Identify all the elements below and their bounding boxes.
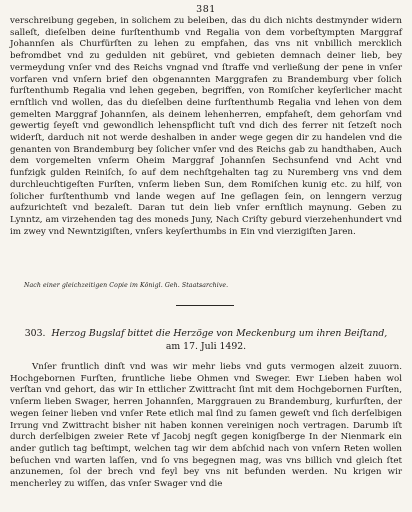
document-302-body: verschreibung gegeben, in solichem zu beleiben, das du dich nichts destmynder widern salleſt, dieſelben deine furſtenthumb vnd Regalia von dem vorbeſtympten Marggraf Johannſen als Churfürſten zu lehen zu empfahen, das vns nit vnbillich mercklich befromdbet vnd zu gedulden nit gebüret, vnd gebieten demnach deiner lieb, bey vermeydung vnſer vnd des Reichs vngnad vnd ſtraffe vnd verließung der pene in vnſer vorfaren vnd vnſern brief den obgenannten Marggrafen zu Brandemburg vber ſolich furſtenthumb Regalia vnd lehen gegeben, begriffen, von Romiſcher keyſerlicher macht ernſtlich vnd wollen, das du dieſelben deine furſtenthumb Regalia vnd lehen von dem gemelten Marggraf Johannſen, als deinem lehenherren, empfaheſt, dem gehorſam vnd gewertig ſeyeſt vnd gewondlich lehenspflicht tuſt vnd dich des ferrer nit ſetzeſt noch widerſt, darduch nit not werde deshalben in ander wege gegen dir zu handelen vnd die genanten von Brandemburg bey ſolicher vnſer vnd des Reichs gab zu handthaben, Auch dem vorgemelten vnſerm Oheim Marggraf Johannſen Sechsunfend vnd Acht vnd funfzigk gulden Reiniſch, ſo auf dem nechſtgehalten tag zu Nuremberg vns vnd dem durchleuchtigeſten Furſten, vnſerm lieben Sun, dem Romiſchen kunig etc. zu hilf, von ſolicher furſtenthumb vnd lande wegen auf Ine geſlagen ſein, on lenngern verzug aufzurichteſt vnd bezaleſt. Daran tut dein lieb vnſer ernſtlich maynung. Geben zu Lynntz, am virzehenden tag des moneds Juny, Nach Criſty geburd vierzehenhundert vnd im zwey vnd Newntzigiſten, vnſers keyſerthumbs in Ein vnd vierzigiſten Jaren. [10,16,402,237]
document-date: am 17. Juli 1492. [165,340,247,352]
document-number: 303. [24,328,46,339]
source-note: Nach einer gleichzeitigen Copie im Königl. Geh. Staatsarchive. [24,282,229,289]
document-303-body: Vnſer fruntlich dinſt vnd was wir mehr liebs vnd guts vermogen alzeit zuuorn. Hochgebornen Furſten, fruntliche liebe Ohmen vnd Sweger. Ewr Lieben haben wol verſtan vnd gehort, das wir In ettlicher Zwittracht ſint mit dem Hochgebornen Furſten, vnſerm lieben Swager, herren Johannſen, Marggrauen zu Brandemburg, kurfurſten, der wegen ſeiner lieben vnd vnſer Rete etlich mal ſind zu ſamen geweſt vnd ſich derſelbigen Irrung vnd Zwittracht bisher nit haben konnen vereinigen noch vertragen. Darumb iſt durch derſelbigen zweier Rete vf Jacobj negſt gegen konigſberge In der Nienmark ein ander gutlich tag beſtimpt, welchen tag wir dem abſchid nach von vnſern Reten wollen beſuchen vnd warten laſſen, vnd ſo vns begegnen mag, was vns billich vnd gleich ſtet anzunemen, ſol der brech vnd feyl bey vns nit befunden werden. Nu krigen wir mencherley zu wiſſen, das vnſer Swager vnd die [10,362,402,490]
document-title: Herzog Bugslaf bittet die Herzöge von Meckenburg um ihren Beiſtand, [51,328,388,339]
page-number: 381 [196,4,216,15]
document-heading [0,328,412,341]
section-divider [176,305,234,306]
